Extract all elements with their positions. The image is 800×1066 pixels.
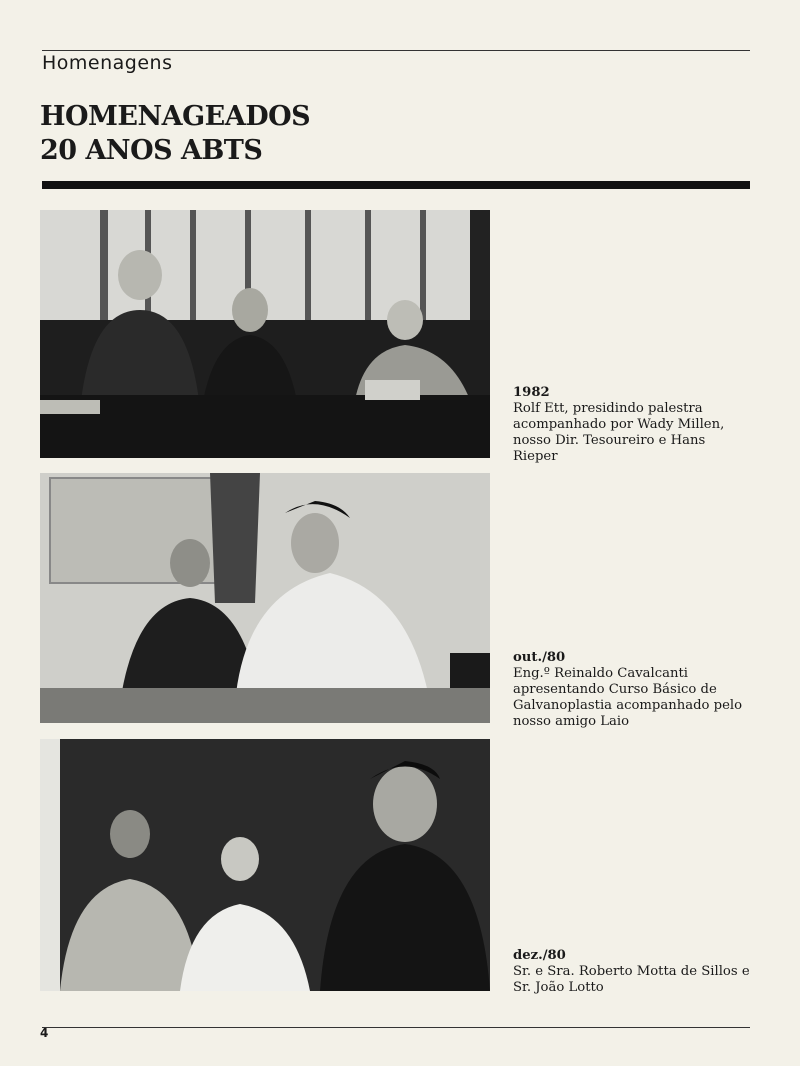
photo-out-80-image: [40, 473, 490, 723]
page-number: 4: [40, 1026, 49, 1040]
photo-dez-80-image: [40, 739, 490, 991]
caption-out-80: [513, 650, 753, 730]
title-line-1: HOMENAGEADOS: [40, 101, 311, 132]
caption-dez-80: [513, 948, 753, 996]
caption-out-80-date: out./80: [513, 650, 566, 665]
caption-out-80-text: Eng.º Reinaldo Cavalcanti apresentando Curso Básico de Galvanoplastia acompanhado pelo nosso amigo Laio: [513, 666, 743, 729]
caption-1982-date: 1982: [513, 385, 550, 400]
title-line-2: 20 ANOS ABTS: [40, 135, 263, 166]
photo-dez-80: [40, 739, 490, 991]
section-label: Homenagens: [42, 52, 173, 74]
caption-dez-80-date: dez./80: [513, 948, 566, 963]
photo-1982: [40, 210, 490, 458]
header-rule: [42, 50, 750, 51]
photo-1982-image: [40, 210, 490, 458]
page-title: [40, 100, 310, 168]
footer-rule: [42, 1027, 750, 1028]
caption-1982: [513, 385, 753, 465]
photo-out-80: [40, 473, 490, 723]
caption-1982-text: Rolf Ett, presidindo palestra acompanhado por Wady Millen, nosso Dir. Tesoureiro e Hans Rieper: [513, 401, 725, 464]
caption-dez-80-text: Sr. e Sra. Roberto Motta de Sillos e Sr. João Lotto: [513, 964, 750, 995]
title-divider: [42, 181, 750, 189]
